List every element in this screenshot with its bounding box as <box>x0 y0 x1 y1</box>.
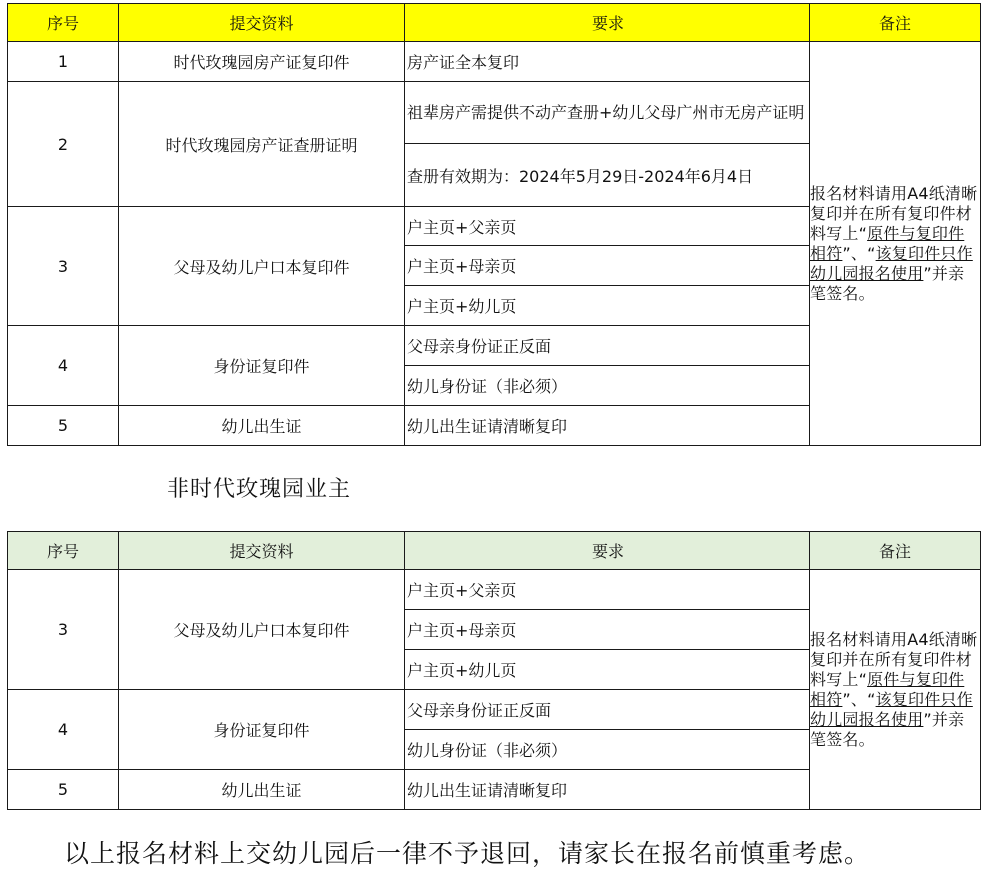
note-text-3: ”并亲笔签名。 <box>810 263 965 303</box>
row-item: 时代玫瑰园房产证复印件 <box>119 42 405 82</box>
table-non-owners <box>7 531 981 810</box>
row-requirement: 户主页+父亲页 <box>405 570 810 610</box>
note-underline-2: 该复印件只作幼儿园报名使用 <box>810 689 973 729</box>
note-text-1: 报名材料请用A4纸清晰复印并在所有复印件材料写上“ <box>810 629 978 689</box>
header-item: 提交资料 <box>119 4 405 42</box>
row-item: 时代玫瑰园房产证查册证明 <box>119 82 405 207</box>
note-text-2: ”、“ <box>842 689 876 709</box>
header-no: 序号 <box>8 4 119 42</box>
note-underline-1: 原件与复印件相符 <box>810 669 965 709</box>
row-requirement: 幼儿出生证请清晰复印 <box>405 406 810 446</box>
header-no: 序号 <box>8 532 119 570</box>
row-requirement: 户主页+幼儿页 <box>405 286 810 326</box>
footer-notice: 以上报名材料上交幼儿园后一律不予退回，请家长在报名前慎重考虑。 <box>64 839 871 868</box>
note-cell <box>810 570 981 810</box>
table-header-row <box>8 4 981 42</box>
row-no: 1 <box>8 42 119 82</box>
row-item: 父母及幼儿户口本复印件 <box>119 570 405 690</box>
table-header-row <box>8 532 981 570</box>
row-item: 身份证复印件 <box>119 690 405 770</box>
row-requirement: 父母亲身份证正反面 <box>405 326 810 366</box>
note-text-2: ”、“ <box>842 243 876 263</box>
row-no: 5 <box>8 770 119 810</box>
note-text-3: ”并亲笔签名。 <box>810 709 965 749</box>
table-row <box>8 570 981 610</box>
table-row <box>8 42 981 82</box>
row-requirement: 幼儿身份证（非必须） <box>405 366 810 406</box>
note-text-1: 报名材料请用A4纸清晰复印并在所有复印件材料写上“ <box>810 183 978 243</box>
row-requirement: 幼儿身份证（非必须） <box>405 730 810 770</box>
header-requirement: 要求 <box>405 4 810 42</box>
row-no: 3 <box>8 570 119 690</box>
table-owners <box>7 3 981 446</box>
row-no: 3 <box>8 207 119 326</box>
header-note: 备注 <box>810 4 981 42</box>
row-requirement: 父母亲身份证正反面 <box>405 690 810 730</box>
row-no: 2 <box>8 82 119 207</box>
row-item: 幼儿出生证 <box>119 770 405 810</box>
header-item: 提交资料 <box>119 532 405 570</box>
row-item: 父母及幼儿户口本复印件 <box>119 207 405 326</box>
header-requirement: 要求 <box>405 532 810 570</box>
row-requirement: 幼儿出生证请清晰复印 <box>405 770 810 810</box>
row-no: 5 <box>8 406 119 446</box>
row-no: 4 <box>8 690 119 770</box>
row-requirement: 户主页+父亲页 <box>405 207 810 246</box>
header-note: 备注 <box>810 532 981 570</box>
row-requirement: 户主页+幼儿页 <box>405 650 810 690</box>
note-underline-2: 该复印件只作幼儿园报名使用 <box>810 243 973 283</box>
row-requirement: 户主页+母亲页 <box>405 246 810 286</box>
row-item: 幼儿出生证 <box>119 406 405 446</box>
note-cell <box>810 42 981 446</box>
row-no: 4 <box>8 326 119 406</box>
row-requirement: 户主页+母亲页 <box>405 610 810 650</box>
row-item: 身份证复印件 <box>119 326 405 406</box>
row-requirement: 房产证全本复印 <box>405 42 810 82</box>
section-subtitle: 非时代玫瑰园业主 <box>167 477 352 502</box>
note-underline-1: 原件与复印件相符 <box>810 223 965 263</box>
row-requirement: 祖辈房产需提供不动产查册+幼儿父母广州市无房产证明 <box>405 82 810 144</box>
row-requirement: 查册有效期为：2024年5月29日-2024年6月4日 <box>405 144 810 207</box>
